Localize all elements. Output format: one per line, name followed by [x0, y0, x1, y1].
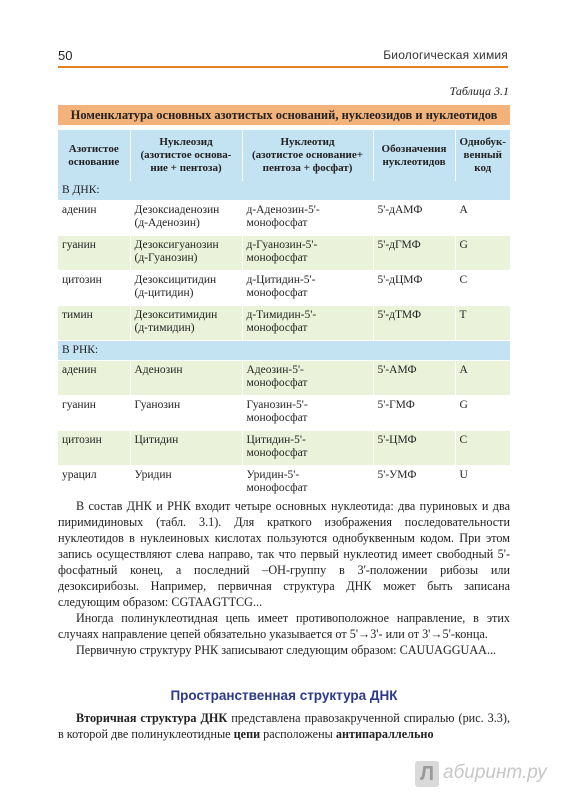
- table-row: аденин Аденозин Адеозин-5'- монофосфат 5'-АМФ A: [58, 361, 510, 396]
- paragraph-3: Первичную структуру РНК записывают следующим образом: CAUUAGGUAA...: [76, 643, 497, 657]
- watermark-text: абиринт.ру: [443, 762, 547, 783]
- paragraph-1: В состав ДНК и РНК входит четыре основных нуклеотида: два пуриновых и два пиримидиновых (табл. 3.1). Для краткого изображения последовательности нуклеотидов в нуклеиновых кислотах пользуются однобуквенным кодом. При этом запись осуществляют слева направо, так что первый нуклеотид имеет свободный 5'-фосфатный конец, а последний –ОН-группу в 3'-положении рибозы или дезоксирибозы. Например, первичная структура ДНК может быть записана следующим образом: CGTAAGTTCG...: [58, 499, 510, 609]
- table-row: гуанин Дезоксигуанозин (д-Гуанозин) д-Гуанозин-5'- монофосфат 5'-дГМФ G: [58, 236, 510, 271]
- header-abbreviation: Обозначения нуклеотидов: [373, 130, 455, 181]
- table-row: аденин Дезоксиаденозин (д-Аденозин) д-Аденозин-5'- монофосфат 5'-дАМФ A: [58, 201, 510, 236]
- header-nucleoside: Нуклеозид (азотистое основа- ние + пентоза): [130, 130, 242, 181]
- header-code: Однобук- венный код: [455, 130, 510, 181]
- body-text: [58, 498, 510, 658]
- table-row: цитозин Дезоксицитидин (д-цитидин) д-Цитидин-5'- монофосфат 5'-дЦМФ C: [58, 271, 510, 306]
- paragraph-2: Иногда полинуклеотидная цепь имеет противоположное направление, в этих случаях направление цепей обязательно указывается от 5'→3'- или от 3'→5'-конца.: [58, 611, 510, 641]
- section-row-rna: В РНК:: [58, 341, 510, 361]
- labirint-logo-icon: Л: [415, 761, 439, 787]
- section-heading: Пространственная структура ДНК: [170, 688, 398, 703]
- section-row-dna: В ДНК:: [58, 181, 510, 201]
- table-row: урацил Уридин Уридин-5'- монофосфат 5'-УМФ U: [58, 466, 510, 501]
- paragraph-4: Вторичная структура ДНК представлена правозакрученной спиралью (рис. 3.3), в которой две полинуклеотидные цепи расположены антипараллельно: [58, 711, 510, 741]
- header-nucleotide: Нуклеотид (азотистое основание+ пентоза + фосфат): [242, 130, 373, 181]
- page-header: [58, 44, 508, 66]
- body-text-2: [58, 710, 510, 742]
- nomenclature-table: [58, 130, 510, 500]
- page-number: 50: [58, 48, 73, 63]
- table-label: Таблица 3.1: [449, 84, 509, 98]
- table-row: цитозин Цитидин Цитидин-5'- монофосфат 5'-ЦМФ C: [58, 431, 510, 466]
- running-title: Биологическая химия: [383, 48, 508, 62]
- header-base: Азотистое основание: [58, 130, 130, 181]
- table-row: гуанин Гуанозин Гуанозин-5'- монофосфат 5'-ГМФ G: [58, 396, 510, 431]
- table-header-row: [58, 130, 510, 181]
- table-row: тимин Дезокситимидин (д-тимидин) д-Тимидин-5'- монофосфат 5'-дТМФ T: [58, 306, 510, 341]
- watermark-logo: [415, 758, 565, 792]
- table-title: Номенклатура основных азотистых оснований, нуклеозидов и нуклеотидов: [58, 105, 510, 125]
- header-rule: [58, 66, 508, 68]
